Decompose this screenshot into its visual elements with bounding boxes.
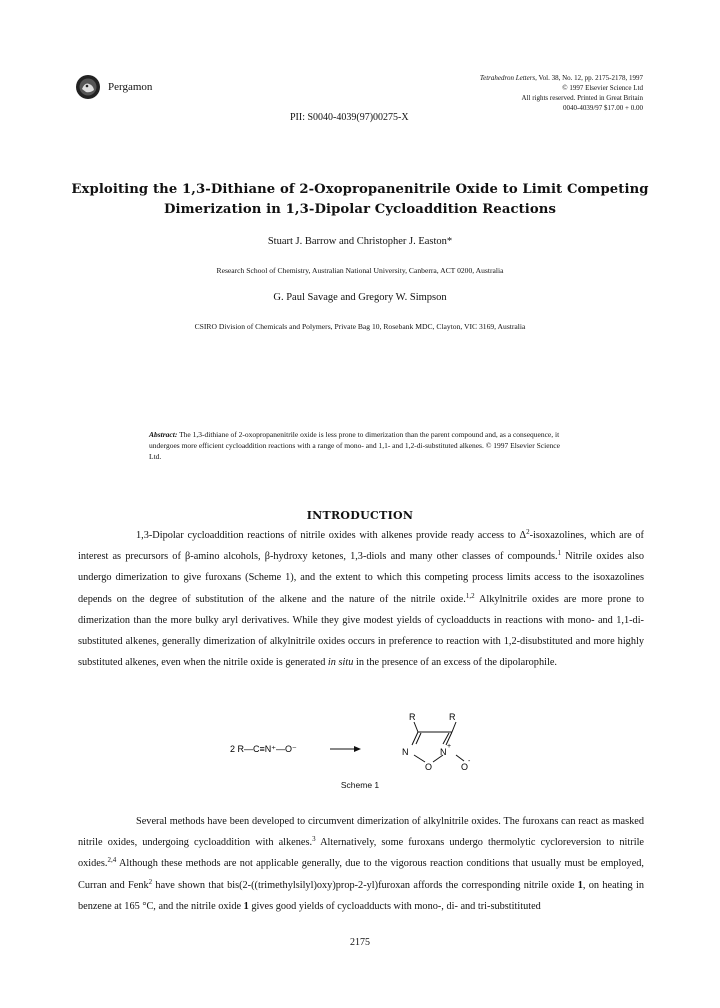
para1-text-4: Alkylnitrile oxides are more prone to dimerization than the more bulky aryl derivatives. While they give modest yields of cycloadducts in reactions with mono- and 1,1-di-substituted alkenes, generally dimerization of alkylnitrile oxides occurs in preference to reaction with 1,2-disubstituted and more highly substituted alkenes, even when the nitrile oxide is generated (78, 593, 644, 669)
citation-2: 2 (148, 877, 153, 886)
para1-italic-in-situ: in situ (327, 657, 354, 669)
ring-oxygen: O (425, 762, 433, 772)
authors-group-1: Stuart J. Barrow and Christopher J. Easton* (267, 236, 453, 247)
substituent-r-left: R (409, 712, 416, 722)
para1-text-5: in the presence of an excess of the dipolarophile. (353, 657, 557, 669)
compound-1-ref: 1 (577, 879, 583, 891)
journal-name: Tetrahedron Letters (479, 74, 536, 82)
paragraph-intro (78, 525, 644, 673)
n-oxide-nitrogen: N (440, 747, 447, 757)
price-line: 0040-4039/97 $17.00 + 0.00 (563, 104, 643, 112)
substituent-r-right: R (449, 712, 456, 722)
publisher-name: Pergamon (108, 81, 153, 93)
paper-title (60, 180, 660, 220)
pii-identifier: PII: S0040-4039(97)00275-X (290, 112, 409, 123)
n-oxide-oxygen: O (461, 762, 469, 772)
citation-3: 3 (312, 835, 316, 844)
reaction-arrow (330, 746, 361, 752)
minus-charge: - (468, 758, 471, 765)
reactant-formula: 2 R—C≡N⁺—O⁻ (230, 744, 297, 754)
abstract (149, 429, 574, 462)
rights-line: All rights reserved. Printed in Great Britain (521, 94, 643, 102)
para2-text-2: Alternatively, some furoxans undergo thermolytic cycloreversion to nitrile oxides. (78, 837, 644, 870)
authors-group-2: G. Paul Savage and Gregory W. Simpson (273, 292, 447, 303)
para1-text-3: Nitrile oxides also undergo dimerization to give furoxans (Scheme 1), and the extent to which this competing process limits access to the isoxazolines depends on the degree of substitution of the alkene and the nature of the nitrile oxide. (78, 551, 644, 605)
copyright-line: © 1997 Elsevier Science Ltd (562, 84, 643, 92)
furoxan-structure (412, 722, 464, 762)
para2-text-5: , on heating in benzene at 165 °C, and the nitrile oxide (78, 879, 644, 912)
paragraph-methods (78, 811, 644, 917)
section-heading: INTRODUCTION (306, 509, 414, 522)
abstract-label: Abstract: (149, 430, 178, 439)
compound-1-ref-2: 1 (243, 900, 249, 912)
journal-info (323, 73, 643, 113)
citation-2-4: 2,4 (107, 856, 117, 865)
para2-text-6: gives good yields of cycloadducts with mono-, di- and tri-substitituted (248, 900, 541, 912)
publisher-logo (76, 75, 100, 99)
plus-charge: + (447, 743, 452, 750)
affiliation-2: CSIRO Division of Chemicals and Polymers, Private Bag 10, Rosebank MDC, Clayton, VIC 3169, Australia (194, 322, 526, 331)
citation-1: 1 (557, 549, 562, 558)
journal-volume: , Vol. 38, No. 12, pp. 2175-2178, 1997 (535, 74, 643, 82)
title-line-1: Exploiting the 1,3-Dithiane of 2-Oxopropanenitrile Oxide to Limit Competing (71, 182, 649, 197)
para2-text-3: Although these methods are not applicable generally, due to the vigorous reaction conditions that usually must be employed, Curran and Fenk (78, 858, 644, 891)
scheme-caption: Scheme 1 (340, 780, 380, 790)
para1-sup-1: 2 (526, 528, 530, 536)
para2-text-4: have shown that bis(2-((trimethylsilyl)oxy)prop-2-yl)furoxan affords the corresponding nitrile oxide (152, 879, 578, 891)
citation-1-2: 1,2 (465, 591, 475, 600)
title-line-2: Dimerization in 1,3-Dipolar Cycloaddition Reactions (163, 202, 557, 217)
scheme-1-diagram (230, 700, 470, 780)
para1-text-1: 1,3-Dipolar cycloaddition reactions of nitrile oxides with alkenes provide ready access to Δ (136, 530, 527, 541)
page-number: 2175 (350, 937, 370, 948)
ring-nitrogen: N (402, 747, 409, 757)
abstract-text: The 1,3-dithiane of 2-oxopropanenitrile oxide is less prone to dimerization than the parent compound and, as a consequence, it undergoes more efficient cycloaddition reactions with a range of mono- and 1,1- and 1,2-di-substituted alkenes. © 1997 Elsevier Science Ltd. (149, 430, 560, 461)
affiliation-1: Research School of Chemistry, Australian National University, Canberra, ACT 0200, Australia (216, 266, 504, 275)
para1-text-2: -isoxazolines, which are of interest as precursors of β-amino alcohols, β-hydroxy ketones, 1,3-diols and many other classes of compounds. (78, 530, 644, 563)
para2-text-1: Several methods have been developed to circumvent dimerization of alkylnitrile oxides. The furoxans can react as masked nitrile oxides, undergoing cycloaddition with alkenes. (78, 816, 644, 849)
